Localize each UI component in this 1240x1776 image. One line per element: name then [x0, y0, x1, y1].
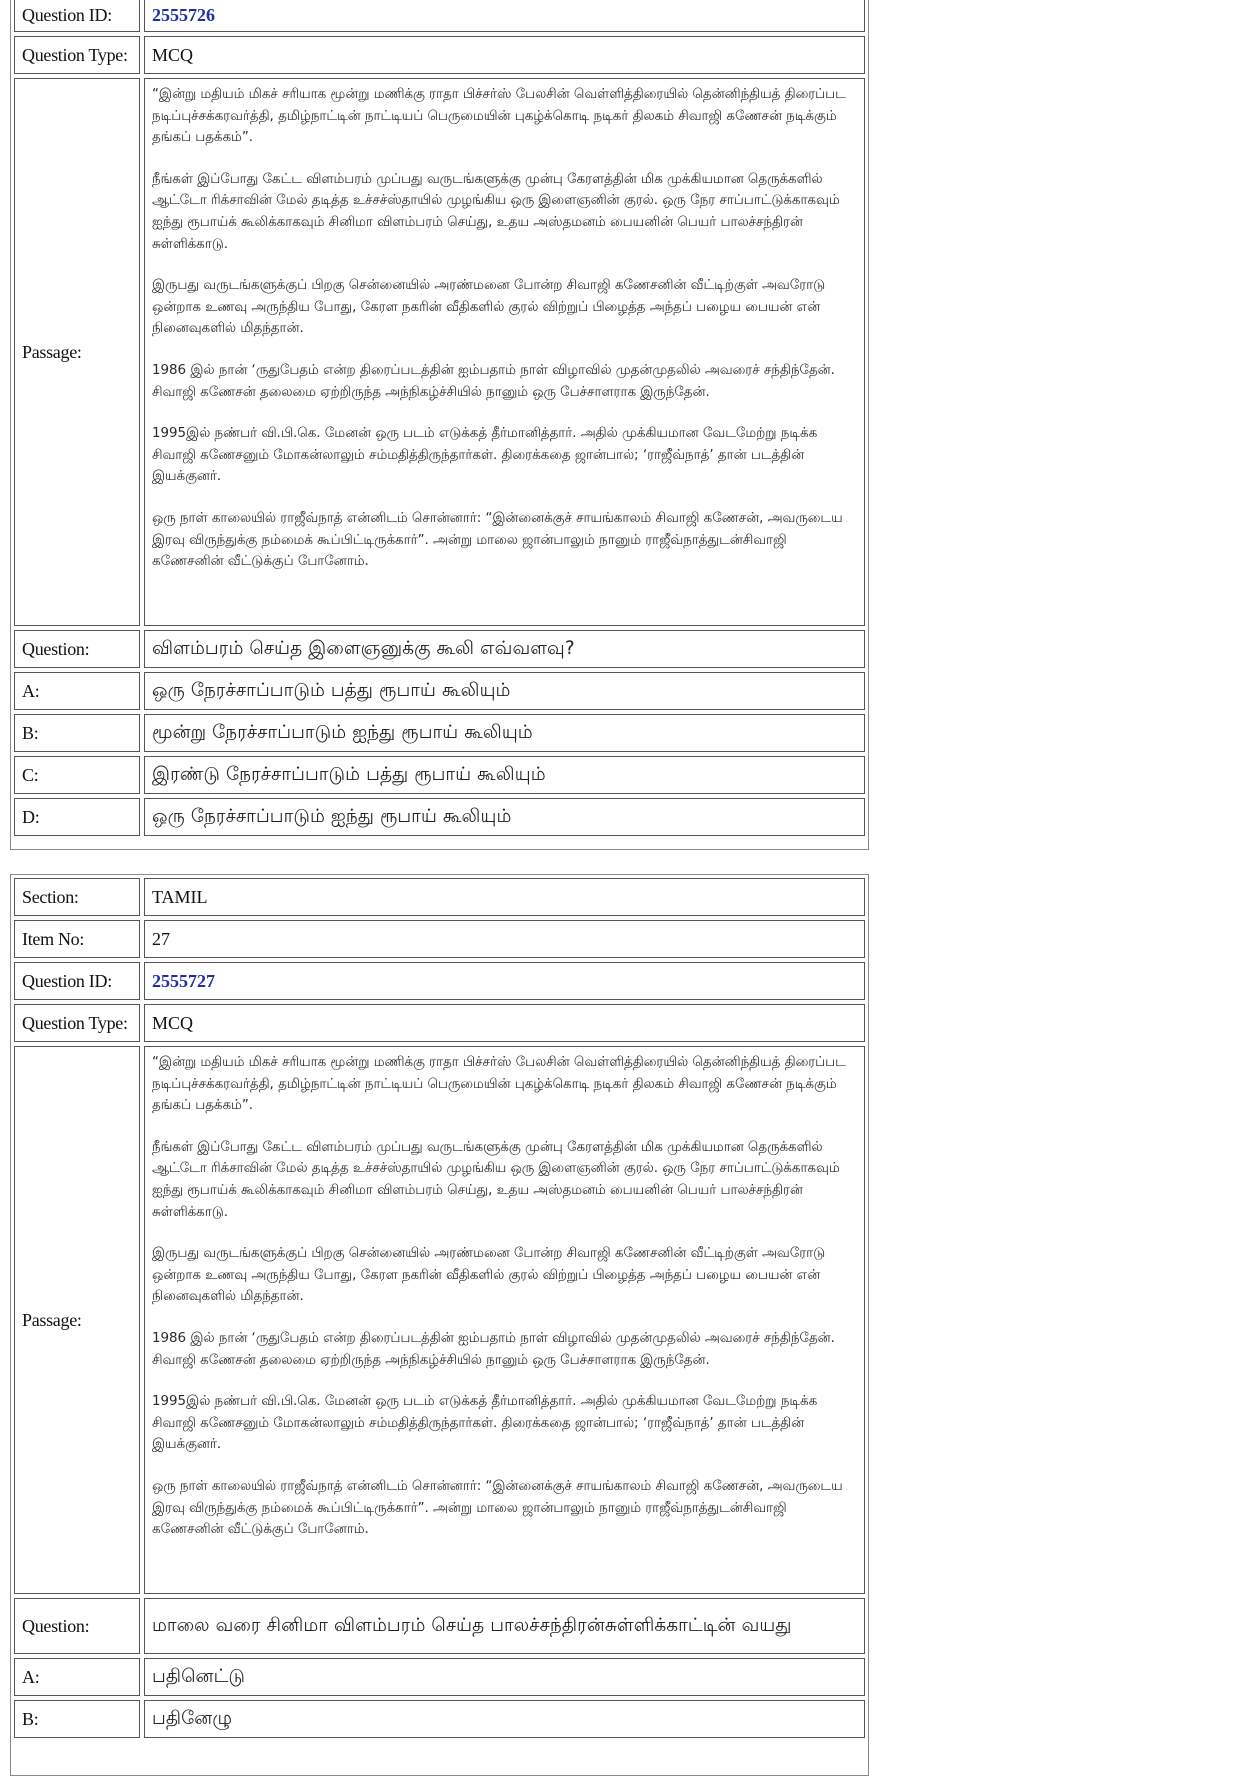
section-label: Section:	[14, 878, 140, 916]
passage-label: Passage:	[14, 1046, 140, 1594]
passage-paragraph: ஒரு நாள் காலையில் ராஜீவ்நாத் என்னிடம் சொன்னார்: “இன்னைக்குச் சாயங்காலம் சிவாஜி கணேசன், அவருடைய இரவு விருந்துக்கு நம்மைக் கூப்பிட்டிருக்கார்”. அன்று மாலை ஜான்பாலும் நானும் ராஜீவ்நாத்துடன்சிவாஜி கணேசனின் வீட்டுக்குப் போனோம்.	[152, 1478, 843, 1538]
question-type-label: Question Type:	[14, 1004, 140, 1042]
passage-paragraph: ஒரு நாள் காலையில் ராஜீவ்நாத் என்னிடம் சொன்னார்: “இன்னைக்குச் சாயங்காலம் சிவாஜி கணேசன், அவருடைய இரவு விருந்துக்கு நம்மைக் கூப்பிட்டிருக்கார்”. அன்று மாலை ஜான்பாலும் நானும் ராஜீவ்நாத்துடன்சிவாஜி கணேசனின் வீட்டுக்குப் போனோம்.	[152, 510, 843, 570]
question-id-row	[14, 962, 865, 1000]
option-a-text: பதினெட்டு	[144, 1658, 865, 1696]
question-row	[14, 630, 865, 668]
option-b-text: மூன்று நேரச்சாப்பாடும் ஐந்து ரூபாய் கூலியும்	[144, 714, 865, 752]
passage-paragraph: 1986 இல் நான் ‘ருதுபேதம் என்ற திரைப்படத்தின் ஐம்பதாம் நாள் விழாவில் முதன்முதலில் அவரைச் சந்திந்தேன். சிவாஜி கணேசன் தலைமை ஏற்றிருந்த அந்நிகழ்ச்சியில் நானும் ஒரு பேச்சாளராக இருந்தேன்.	[152, 362, 835, 400]
question-block-1	[10, 0, 869, 850]
question-text: மாலை வரை சினிமா விளம்பரம் செய்த பாலச்சந்திரன்சுள்ளிக்காட்டின் வயது	[144, 1598, 865, 1654]
passage-paragraph: நீங்கள் இப்போது கேட்ட விளம்பரம் முப்பது வருடங்களுக்கு முன்பு கேரளத்தின் மிக முக்கியமான தெருக்களில் ஆட்டோ ரிக்சாவின் மேல் தடித்த உச்சச்ஸ்தாயில் முழங்கிய ஒரு இளைஞனின் குரல். ஒரு நேர சாப்பாட்டுக்காகவும் ஐந்து ரூபாய்க் கூலிக்காகவும் சினிமா விளம்பரம் செய்து, உதய அஸ்தமனம் பையனின் பெயர் பாலச்சந்திரன் சுள்ளிக்காடு.	[152, 1139, 840, 1220]
question-id-label: Question ID:	[14, 0, 140, 32]
question-id-value: 2555726	[144, 0, 865, 32]
question-row	[14, 1598, 865, 1654]
question-text: விளம்பரம் செய்த இளைஞனுக்கு கூலி எவ்வளவு?	[144, 630, 865, 668]
option-c-row	[14, 756, 865, 794]
question-type-row	[14, 1004, 865, 1042]
passage-paragraph: 1995இல் நண்பர் வி.பி.கெ. மேனன் ஒரு படம் எடுக்கத் தீர்மானித்தார். அதில் முக்கியமான வேடமேற்று நடிக்க சிவாஜி கணேசனும் மோகன்லாலும் சம்மதித்திருந்தார்கள். திரைக்கதை ஜான்பால்; ‘ராஜீவ்நாத்’ தான் படத்தின் இயக்குனர்.	[152, 426, 818, 485]
option-b-label: B:	[14, 714, 140, 752]
question-label: Question:	[14, 630, 140, 668]
question-id-value: 2555727	[144, 962, 865, 1000]
item-no-label: Item No:	[14, 920, 140, 958]
passage-paragraph: இருபது வருடங்களுக்குப் பிறகு சென்னையில் அரண்மனை போன்ற சிவாஜி கணேசனின் வீட்டிற்குள் அவரோடு ஒன்றாக உணவு அருந்திய போது, கேரள நகரின் வீதிகளில் குரல் விற்றுப் பிழைத்த அந்தப் பழைய பையன் என் நினைவுகளில் மிதந்தான்.	[152, 1246, 826, 1305]
passage-label: Passage:	[14, 78, 140, 626]
passage-paragraph: நீங்கள் இப்போது கேட்ட விளம்பரம் முப்பது வருடங்களுக்கு முன்பு கேரளத்தின் மிக முக்கியமான தெருக்களில் ஆட்டோ ரிக்சாவின் மேல் தடித்த உச்சச்ஸ்தாயில் முழங்கிய ஒரு இளைஞனின் குரல். ஒரு நேர சாப்பாட்டுக்காகவும் ஐந்து ரூபாய்க் கூலிக்காகவும் சினிமா விளம்பரம் செய்து, உதய அஸ்தமனம் பையனின் பெயர் பாலச்சந்திரன் சுள்ளிக்காடு.	[152, 171, 840, 252]
question-id-row	[14, 0, 865, 32]
option-d-row	[14, 798, 865, 836]
option-a-row	[14, 672, 865, 710]
option-d-text: ஒரு நேரச்சாப்பாடும் ஐந்து ரூபாய் கூலியும்	[144, 798, 865, 836]
question-type-row	[14, 36, 865, 74]
passage-text	[144, 78, 865, 626]
question-label: Question:	[14, 1598, 140, 1654]
option-c-label: C:	[14, 756, 140, 794]
question-type-value: MCQ	[144, 36, 865, 74]
option-a-label: A:	[14, 672, 140, 710]
section-row	[14, 878, 865, 916]
option-d-label: D:	[14, 798, 140, 836]
option-b-row	[14, 714, 865, 752]
option-a-text: ஒரு நேரச்சாப்பாடும் பத்து ரூபாய் கூலியும்	[144, 672, 865, 710]
option-b-label: B:	[14, 1700, 140, 1738]
option-c-text: இரண்டு நேரச்சாப்பாடும் பத்து ரூபாய் கூலியும்	[144, 756, 865, 794]
question-type-label: Question Type:	[14, 36, 140, 74]
item-no-value: 27	[144, 920, 865, 958]
option-a-row	[14, 1658, 865, 1696]
passage-paragraph: 1995இல் நண்பர் வி.பி.கெ. மேனன் ஒரு படம் எடுக்கத் தீர்மானித்தார். அதில் முக்கியமான வேடமேற்று நடிக்க சிவாஜி கணேசனும் மோகன்லாலும் சம்மதித்திருந்தார்கள். திரைக்கதை ஜான்பால்; ‘ராஜீவ்நாத்’ தான் படத்தின் இயக்குனர்.	[152, 1394, 818, 1453]
option-a-label: A:	[14, 1658, 140, 1696]
passage-paragraph: “இன்று மதியம் மிகச் சரியாக மூன்று மணிக்கு ராதா பிச்சர்ஸ் பேலசின் வெள்ளித்திரையில் தென்னிந்தியத் திரைப்பட நடிப்புச்சக்கரவர்த்தி, தமிழ்நாட்டின் நாட்டியப் பெருமையின் புகழ்க்கொடி நடிகர் திலகம் சிவாஜி கணேசன் நடிக்கும் தங்கப் பதக்கம்”.	[152, 87, 846, 146]
passage-text	[144, 1046, 865, 1594]
section-value: TAMIL	[144, 878, 865, 916]
question-block-2	[10, 874, 869, 1776]
question-id-label: Question ID:	[14, 962, 140, 1000]
passage-paragraph: இருபது வருடங்களுக்குப் பிறகு சென்னையில் அரண்மனை போன்ற சிவாஜி கணேசனின் வீட்டிற்குள் அவரோடு ஒன்றாக உணவு அருந்திய போது, கேரள நகரின் வீதிகளில் குரல் விற்றுப் பிழைத்த அந்தப் பழைய பையன் என் நினைவுகளில் மிதந்தான்.	[152, 278, 826, 337]
option-b-text: பதினேழு	[144, 1700, 865, 1738]
passage-row	[14, 78, 865, 626]
passage-paragraph: 1986 இல் நான் ‘ருதுபேதம் என்ற திரைப்படத்தின் ஐம்பதாம் நாள் விழாவில் முதன்முதலில் அவரைச் சந்திந்தேன். சிவாஜி கணேசன் தலைமை ஏற்றிருந்த அந்நிகழ்ச்சியில் நானும் ஒரு பேச்சாளராக இருந்தேன்.	[152, 1330, 835, 1368]
option-b-row	[14, 1700, 865, 1738]
question-type-value: MCQ	[144, 1004, 865, 1042]
passage-paragraph: “இன்று மதியம் மிகச் சரியாக மூன்று மணிக்கு ராதா பிச்சர்ஸ் பேலசின் வெள்ளித்திரையில் தென்னிந்தியத் திரைப்பட நடிப்புச்சக்கரவர்த்தி, தமிழ்நாட்டின் நாட்டியப் பெருமையின் புகழ்க்கொடி நடிகர் திலகம் சிவாஜி கணேசன் நடிக்கும் தங்கப் பதக்கம்”.	[152, 1055, 846, 1114]
passage-row	[14, 1046, 865, 1594]
item-no-row	[14, 920, 865, 958]
